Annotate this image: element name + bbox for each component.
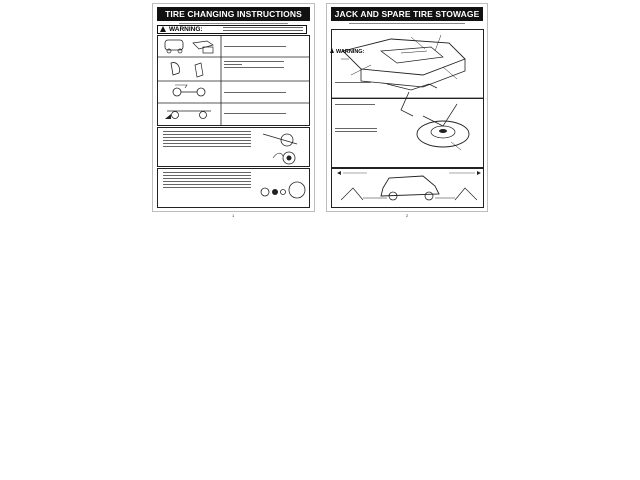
right-subtitle-line: [335, 21, 479, 26]
step-4-text: [224, 113, 286, 116]
right-caption-a: [335, 82, 371, 85]
left-warning-text: [223, 27, 303, 33]
left-instruction-panel: [152, 3, 315, 212]
right-panel-title: JACK AND SPARE TIRE STOWAGE: [331, 7, 483, 21]
lug-wrench-illustration: [253, 128, 309, 166]
right-caption-b: [335, 104, 375, 107]
warning-triangle-icon: [160, 26, 166, 32]
left-panel-title: TIRE CHANGING INSTRUCTIONS: [157, 7, 310, 21]
left-page-number: 1: [232, 213, 235, 218]
left-middle-text: [163, 131, 251, 149]
warning-triangle-icon: [330, 48, 334, 53]
right-instruction-panel: [326, 3, 488, 212]
right-page-number: 2: [406, 213, 409, 218]
step-1-text: [224, 46, 286, 49]
spare-tire-illustration: [331, 76, 484, 166]
vehicle-jack-points-illustration: [331, 168, 484, 208]
step-2-text: [224, 61, 284, 70]
right-warning-label: WARNING:: [336, 49, 365, 55]
right-caption-c: [335, 128, 377, 134]
right-warning-bar: [330, 48, 370, 55]
left-warning-label: WARNING:: [169, 26, 203, 33]
step-3-text: [224, 92, 286, 95]
wheel-nut-illustration: [253, 174, 309, 206]
left-bottom-text: [163, 172, 251, 190]
